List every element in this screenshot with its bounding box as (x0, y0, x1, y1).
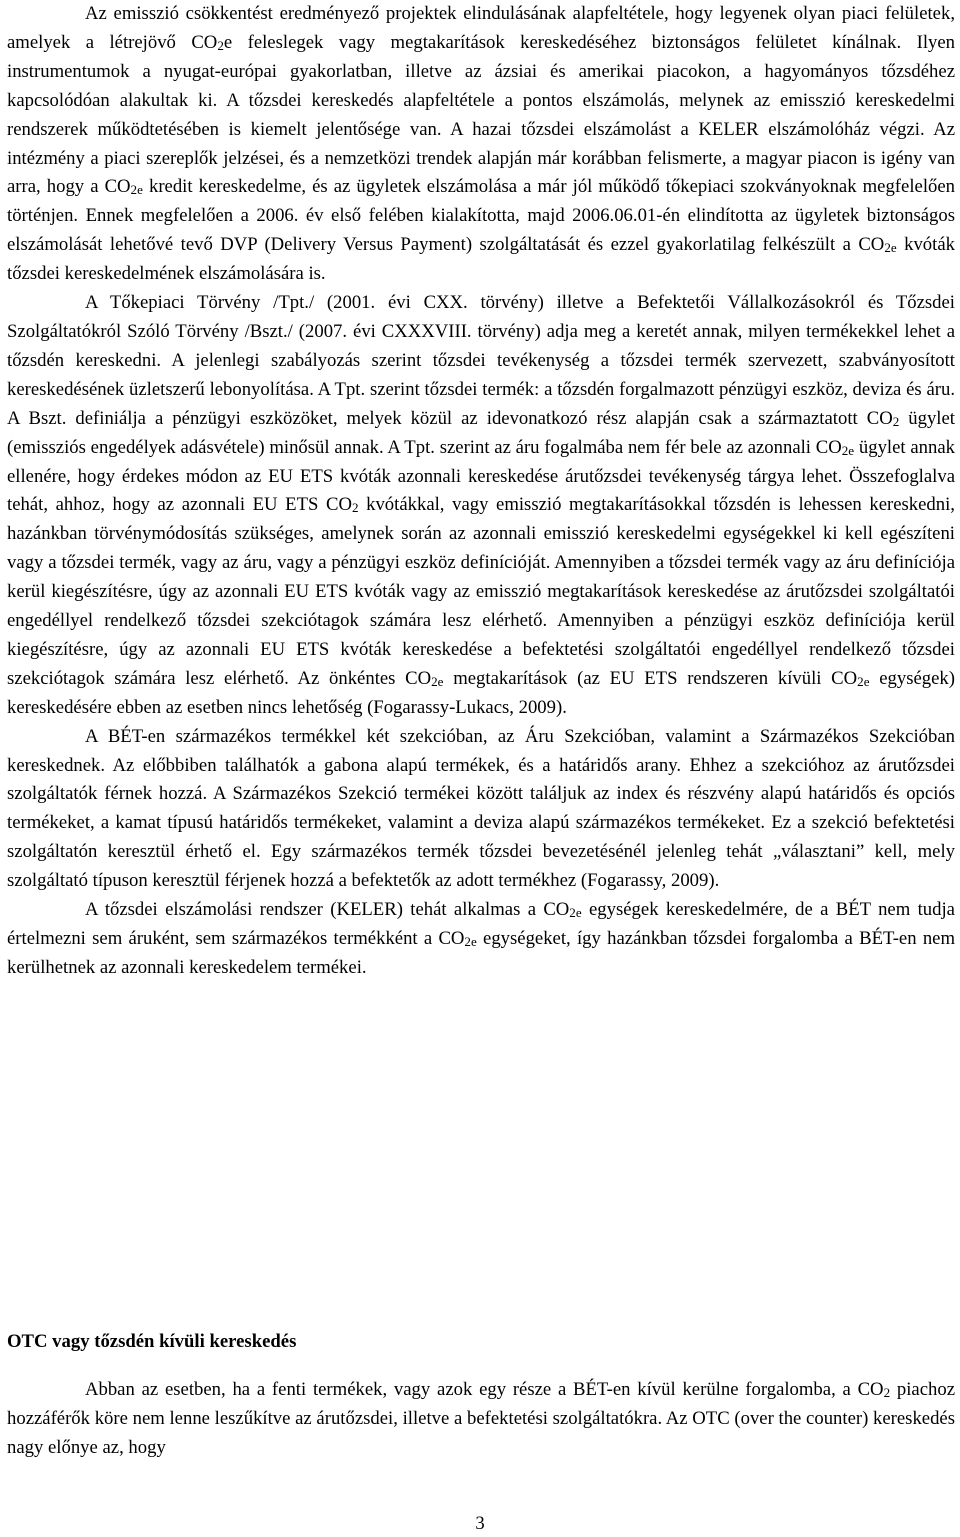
subscript: 2e (841, 442, 855, 458)
text-run: e feleslegek vagy megtakarítások kereskedéséhez biztonságos felületet kínálnak. Ilyen instrumentumok a nyugat-európai gyakorlatban, illetve az ázsiai és amerikai piacokon, a hagyományos tőzsdéhez kapcsolódóan alakultak ki. A tőzsdei kereskedés alapfeltétele a pontos elszámolás, melynek az emisszió kereskedelmi rendszerek működtetésében is kiemelt jelentősége van. A hazai tőzsdei elszámolást a KELER elszámolóház végzi. Az intézmény a piaci szereplők jelzései, és a nemzetközi trendek alapján már korábban felismerte, a magyar piacon is igény van arra, hogy a CO (7, 31, 955, 198)
subscript: 2e (884, 240, 897, 256)
text-run: piachoz hozzáférők köre nem lenne leszűkítve az árutőzsdei, illetve a befektetési szolgáltatókra. Az OTC (over the counter) kereskedés nagy előnye az, hogy (7, 1379, 955, 1458)
text-run: ügylet annak ellenére, hogy érdekes módon az EU ETS kvóták azonnali kereskedése árutőzsdei tevékenység tárgya lehet. Összefoglalva tehát, ahhoz, hogy az azonnali EU ETS CO (7, 436, 955, 516)
text-run: kredit kereskedelme, és az ügyletek elszámolása a már jól működő tőkepiaci szokványoknak megfelelően történjen. Ennek megfelelően a 2006. év első felében kialakította, majd 2006.06.01-én elindította az ügyletek biztonságos elszámolását lehetővé tevő DVP (Delivery Versus Payment) szolgáltatását és ezzel gyakorlatilag felkészült a CO (7, 176, 955, 256)
text-run: A BÉT-en származékos termékkel két szekcióban, az Áru Szekcióban, valamint a Származékos Szekcióban kereskednek. Az előbbiben találhatók a gabona alapú termékek, és a határidős arany. Ehhez a szekcióhoz az árutőzsdei szolgáltatók férnek hozzá. A Származékos Szekció termékei között találjuk az index és részvény alapú határidős és opciós termékeket, a kamat típusú határidős termékeket, valamint a deviza alapú származékos termékeket. Ez a szekció befektetési szolgáltatón keresztül érhető el. Egy származékos termék tőzsdei bevezetésénél jelenleg tehát „választani” kell, mely szolgáltató típuson keresztül férjenek hozzá a befektetők az adott termékhez (Fogarassy, 2009). (7, 725, 955, 892)
section-heading: OTC vagy tőzsdén kívüli kereskedés (7, 1331, 297, 1352)
paragraph (7, 289, 955, 723)
paragraph (7, 1376, 955, 1463)
text-run: egységek) kereskedésére ebben az esetben nincs lehetőség (Fogarassy-Lukacs, 2009). (7, 667, 955, 718)
text-run: A tőzsdei elszámolási rendszer (KELER) tehát alkalmas a CO (85, 899, 570, 921)
text-run: Abban az esetben, ha a fenti termékek, vagy azok egy része a BÉT-en kívül kerülne forgalomba, a CO (85, 1379, 884, 1400)
section-body (7, 1376, 955, 1463)
text-run: A Tőkepiaci Törvény /Tpt./ (2001. évi CXX. törvény) illetve a Befektetői Vállalkozásokról és Tőzsdei Szolgáltatókról Szóló Törvény /Bszt./ (2007. évi CXXXVIII. törvény) adja meg a keretét annak, milyen termékekkel lehet a tőzsdén kereskedni. A jelenlegi szabályozás szerint tőzsdei tevékenység a tőzsdei termék szervezett, szabványosított kereskedésének üzletszerű lebonyolítása. A Tpt. szerint tőzsdei termék: a tőzsdén forgalmazott pénzügyi eszköz, deviza és áru. A Bszt. definiálja a pénzügyi eszközöket, melyek közül az idevonatkozó rész alapján csak a származtatott CO (7, 292, 955, 429)
document-body (7, 0, 955, 983)
text-run: kvótákkal, vagy emisszió megtakarításokkal tőzsdén is lehessen kereskedni, hazánkban törvénymódosítás szükséges, amelynek során az azonnali emisszió kereskedelmi egységekkel ki kell egészíteni vagy a tőzsdei termék, vagy az áru, vagy a pénzügyi eszköz definícióját. Amennyiben a tőzsdei termék vagy az áru definíciója kerül kiegészítésre, úgy az azonnali EU ETS kvóták vagy az emisszió megtakarítások kereskedése az árutőzsdei szolgáltatói engedéllyel rendelkező tőzsdei szekciótagok számára lesz elérhető. Amennyiben a pénzügyi eszköz definíciója kerül kiegészítésre, úgy az azonnali EU ETS kvóták kereskedése a befektetési szolgáltatói engedéllyel rendelkező tőzsdei szekciótagok számára lesz elérhető. Az önkéntes CO (7, 494, 955, 689)
paragraph (7, 723, 955, 896)
subscript: 2 (883, 1385, 891, 1400)
text-run: megtakarítások (az EU ETS rendszeren kívüli CO (443, 667, 858, 689)
subscript: 2e (431, 673, 444, 689)
subscript: 2e (464, 934, 477, 949)
text-run: Az emisszió csökkentést eredményező projektek elindulásának alapfeltétele, hogy legyenek olyan piaci felületek, amelyek a létrejövő CO (7, 3, 955, 53)
subscript: 2e (130, 182, 143, 198)
text-run: egységek kereskedelmére, de a BÉT nem tudja értelmezni sem áruként, sem származékos termékként a CO (7, 899, 955, 949)
subscript: 2 (217, 37, 224, 53)
subscript: 2e (569, 905, 582, 921)
subscript: 2 (351, 500, 359, 516)
text-run: ügylet (emissziós engedélyek adásvétele) minősül annak. A Tpt. szerint az áru fogalmába nem fér bele az azonnali CO (7, 407, 955, 458)
page-number: 3 (475, 1513, 485, 1534)
subscript: 2e (857, 673, 870, 689)
paragraph (7, 896, 955, 983)
subscript: 2 (892, 413, 900, 429)
text-run: egységeket, így hazánkban tőzsdei forgalomba a BÉT-en nem kerülhetnek az azonnali kereskedelem termékei. (7, 928, 955, 978)
paragraph (7, 0, 955, 289)
text-run: kvóták tőzsdei kereskedelmének elszámolására is. (7, 234, 955, 285)
